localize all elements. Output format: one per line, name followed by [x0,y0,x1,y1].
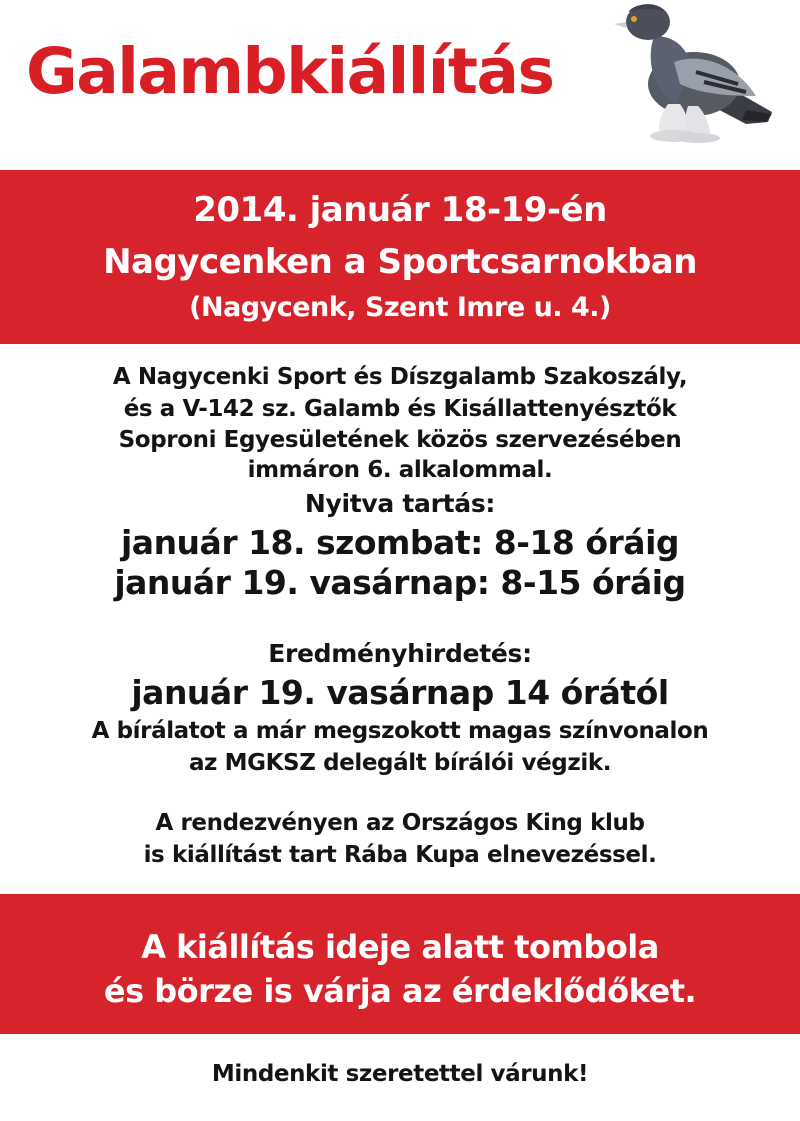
intro-line: immáron 6. alkalommal. [247,457,553,483]
event-date: 2014. január 18-19-én [193,190,607,230]
event-info-band [0,170,800,344]
event-venue: Nagycenken a Sportcsarnokban [103,242,697,282]
intro-line: és a V-142 sz. Galamb és Kisállattenyésztők [123,396,677,422]
king-club-line: A rendezvényen az Országos King klub [155,810,645,836]
king-club-line: is kiállítást tart Rába Kupa elnevezéssel. [143,842,657,868]
closing-line: Mindenkit szeretettel várunk! [211,1061,589,1087]
results-time: január 19. vasárnap 14 órától [131,673,669,712]
judging-line: A bírálatot a már megszokott magas színvonalon [91,718,709,744]
pigeon-photo-icon [596,0,800,150]
opening-hours-line: január 19. vasárnap: 8-15 óráig [114,563,686,602]
opening-heading: Nyitva tartás: [304,489,496,518]
tombola-line: A kiállítás ideje alatt tombola [141,928,659,966]
opening-hours-line: január 18. szombat: 8-18 óráig [120,523,680,562]
judging-line: az MGKSZ delegált bírálói végzik. [188,750,612,776]
results-heading: Eredményhirdetés: [268,639,532,668]
event-address: (Nagycenk, Szent Imre u. 4.) [189,292,611,323]
intro-line: A Nagycenki Sport és Díszgalamb Szakoszály, [112,364,688,390]
tombola-band [0,894,800,1034]
tombola-line: és börze is várja az érdeklődőket. [103,972,697,1010]
poster-title: Galambkiállítás [26,35,554,108]
intro-line: Soproni Egyesületének közös szervezésében [118,427,682,453]
